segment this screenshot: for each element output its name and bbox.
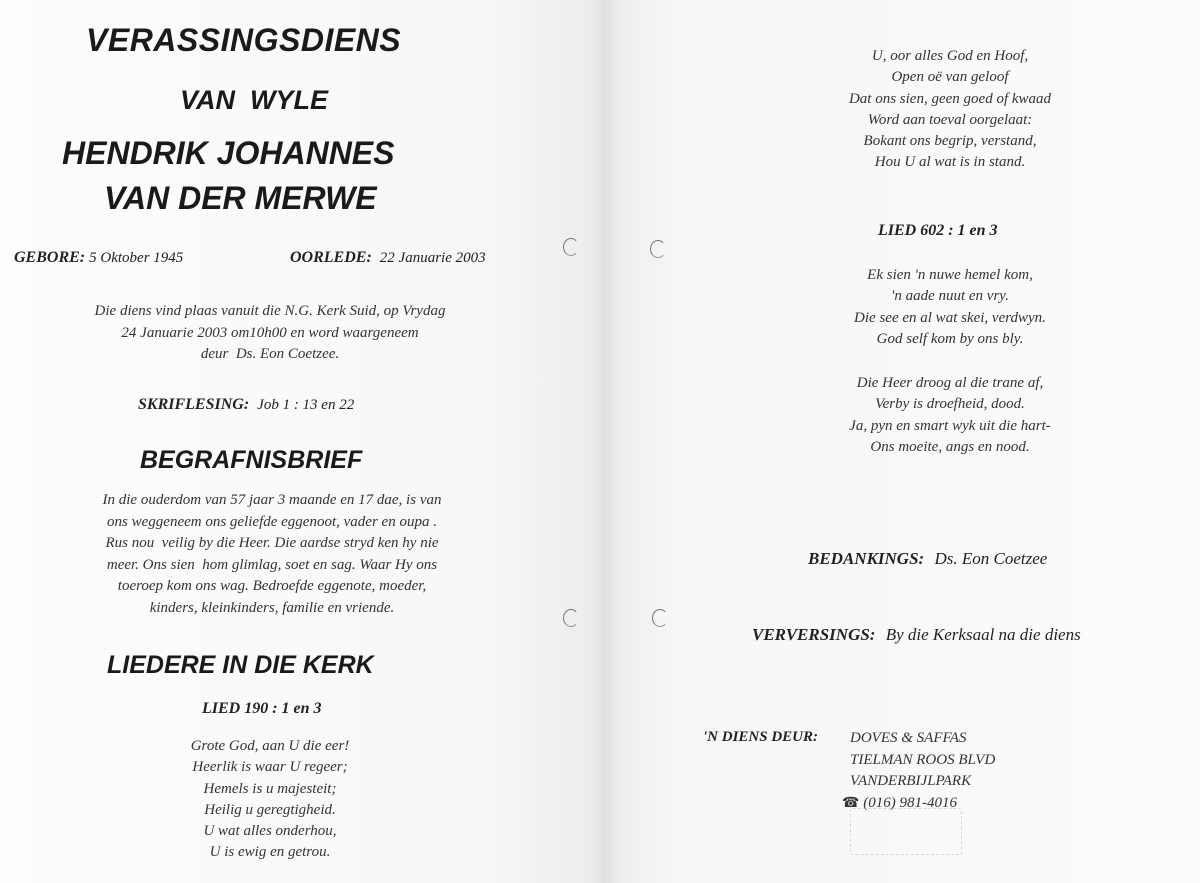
died-label: OORLEDE:: [290, 249, 372, 266]
service-line: Die diens vind plaas vanuit die N.G. Kerk Suid, op Vrydag: [94, 303, 446, 319]
letter-line: In die ouderdom van 57 jaar 3 maande en 17 dae, is van: [102, 492, 442, 508]
born-value: 5 Oktober 1945: [89, 250, 184, 266]
service-details: [30, 301, 510, 366]
verse-line: U is ewig en getrou.: [209, 844, 331, 861]
verse-line: Ek sien 'n nuwe hemel kom,: [867, 267, 1033, 283]
verse-line: Dat ons sien, geen goed of kwaad: [848, 90, 1052, 107]
song2-verse3: [800, 373, 1100, 458]
service-line: deur Ds. Eon Coetzee.: [200, 346, 340, 362]
verse-line: Hou U al wat is in stand.: [874, 154, 1026, 171]
song1-verse3: [800, 46, 1100, 174]
verse-line: Die Heer droog al die trane af,: [856, 375, 1044, 391]
verse-line: Open oë van geloof: [891, 69, 1009, 86]
verse-line: Word aan toeval oorgelaat:: [867, 111, 1033, 128]
undertaker-details: [842, 728, 996, 814]
verse-line: U wat alles onderhou,: [203, 823, 337, 840]
binder-ring-icon: [563, 238, 579, 256]
service-title: VERASSINGSDIENS: [86, 22, 402, 58]
verse-line: Die see en al wat skei, verdwyn.: [854, 309, 1046, 326]
song1-verse: [150, 736, 390, 864]
undertaker-town: VANDERBIJLPARK: [850, 773, 972, 789]
verse-line: Verby is droefheid, dood.: [875, 396, 1025, 413]
refreshments-row: [752, 625, 1081, 645]
binder-ring-icon: [563, 609, 579, 627]
verse-line: Heilig u geregtigheid.: [204, 801, 336, 818]
letter-line: kinders, kleinkinders, familie en vriende.: [149, 599, 395, 616]
page-fold: [590, 0, 620, 883]
verse-line: God self kom by ons bly.: [876, 330, 1024, 347]
deceased-name-line2: VAN DER MERWE: [104, 180, 377, 216]
thanks-label: BEDANKINGS:: [808, 549, 925, 568]
song1-title: LIED 190 : 1 en 3: [202, 700, 322, 717]
verse-line: Bokant ons begrip, verstand,: [863, 133, 1037, 150]
thanks-value: Ds. Eon Coetzee: [934, 549, 1048, 568]
died-value: 22 Januarie 2003: [379, 250, 486, 266]
verse-line: Ja, pyn en smart wyk uit die hart-: [849, 417, 1051, 434]
born-label: GEBORE:: [14, 249, 86, 266]
undertaker-street: TIELMAN ROOS BLVD: [850, 751, 996, 768]
faint-stamp: [850, 808, 962, 855]
letter-line: meer. Ons sien hom glimlag, soet en sag. Waar Hy ons: [106, 556, 438, 573]
reading-label: SKRIFLESING:: [138, 396, 250, 413]
refreshments-label: VERVERSINGS:: [752, 625, 876, 644]
service-subtitle: VAN WYLE: [180, 85, 328, 115]
binder-ring-icon: [652, 609, 668, 627]
phone-icon: ☎: [842, 795, 860, 811]
verse-line: Grote God, aan U die eer!: [190, 738, 350, 754]
letter-line: ons weggeneem ons geliefde eggenoot, vader en oupa .: [107, 513, 437, 530]
letter-line: toeroep kom ons wag. Bedroefde eggenote, moeder,: [117, 578, 427, 594]
verse-line: U, oor alles God en Hoof,: [871, 48, 1029, 64]
scripture-reading: [138, 396, 354, 414]
service-line: 24 Januarie 2003 om10h00 en word waargeneem: [121, 324, 419, 341]
birth-row: [14, 249, 183, 267]
phone-number: (016) 981-4016: [863, 794, 957, 811]
verse-line: Hemels is u majesteit;: [203, 780, 337, 797]
verse-line: Heerlik is waar U regeer;: [192, 759, 348, 776]
letter-line: Rus nou veilig by die Heer. Die aardse stryd ken hy nie: [105, 535, 439, 551]
funeral-letter: [22, 490, 522, 619]
binder-ring-icon: [650, 240, 666, 258]
song2-title: LIED 602 : 1 en 3: [878, 222, 998, 239]
songs-heading: LIEDERE IN DIE KERK: [107, 651, 374, 679]
verse-line: 'n aade nuut en vry.: [891, 288, 1009, 305]
song2-verse1: [800, 265, 1100, 350]
undertaker-name: DOVES & SAFFAS: [850, 730, 967, 746]
refreshments-value: By die Kerksaal na die diens: [885, 625, 1081, 644]
thanks-row: [808, 549, 1047, 569]
reading-value: Job 1 : 13 en 22: [257, 397, 355, 413]
death-row: [290, 249, 486, 267]
deceased-name-line1: HENDRIK JOHANNES: [62, 135, 395, 171]
letter-heading: BEGRAFNISBRIEF: [140, 446, 363, 474]
service-by-label: 'N DIENS DEUR:: [703, 729, 819, 745]
verse-line: Ons moeite, angs en nood.: [870, 438, 1030, 455]
